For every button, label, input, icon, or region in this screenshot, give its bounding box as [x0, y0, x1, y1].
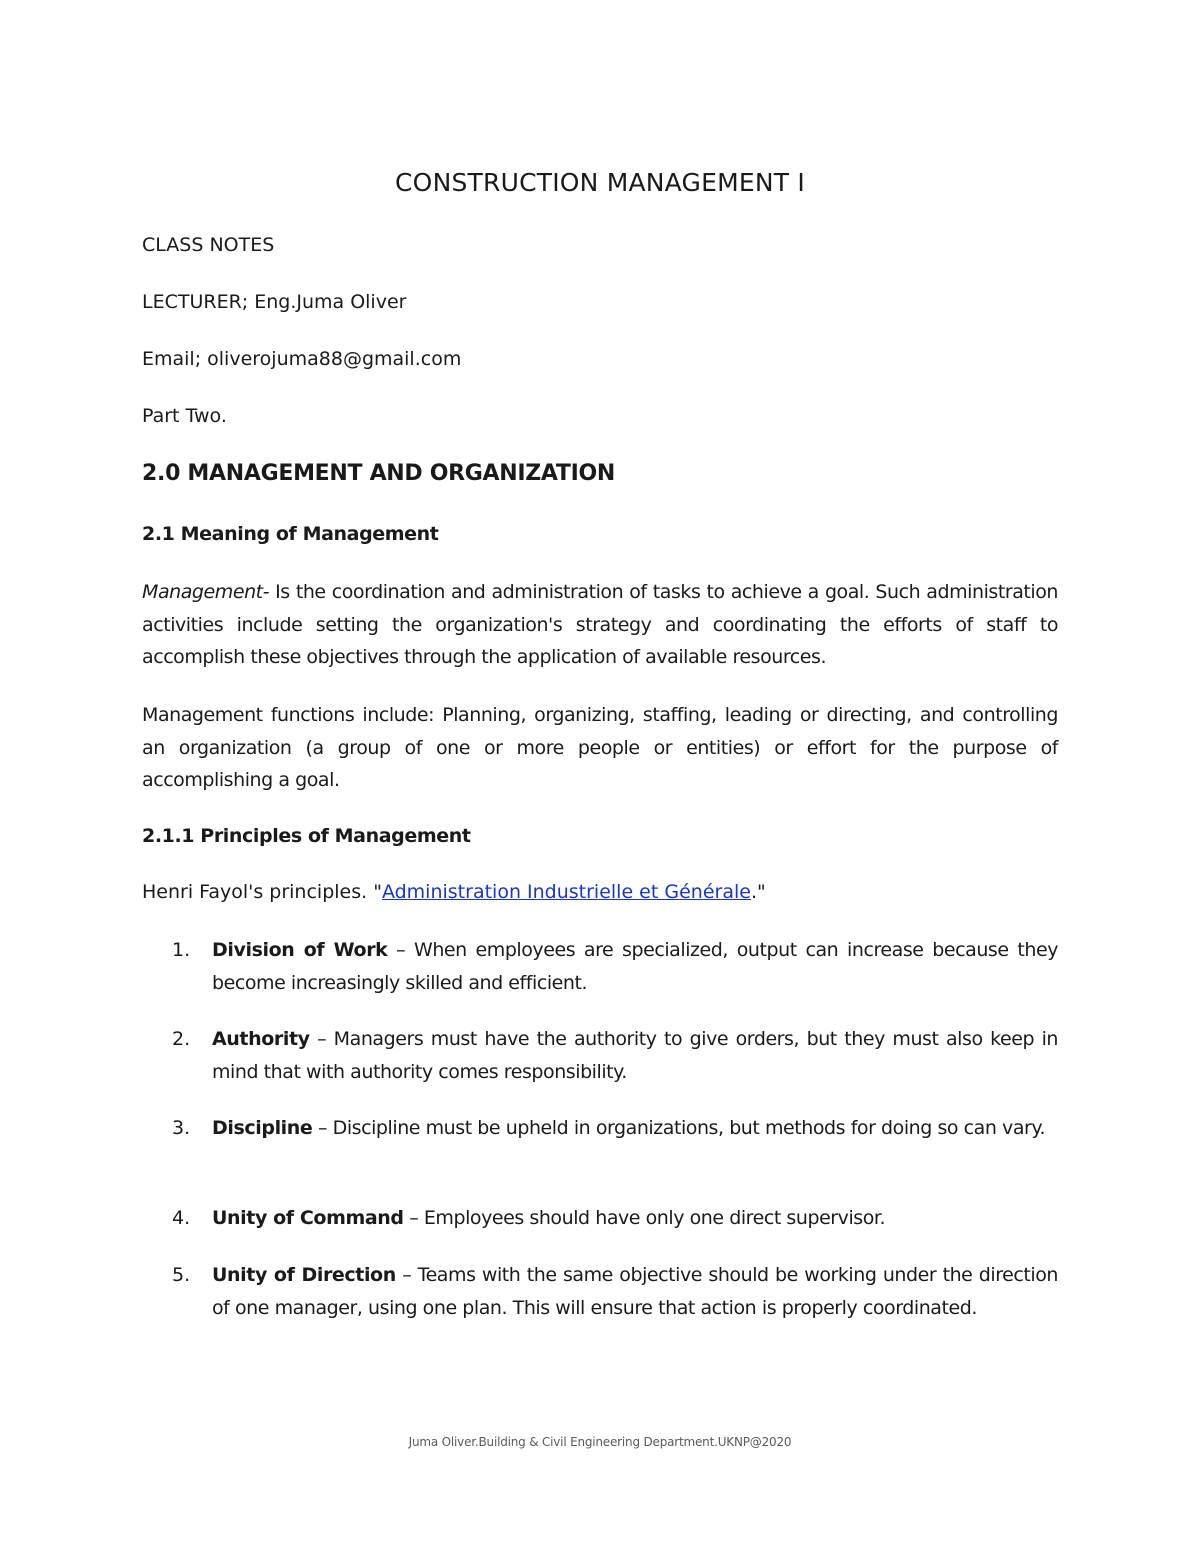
fayol-intro-line [142, 881, 766, 903]
page-footer: Juma Oliver.Building & Civil Engineering Department.UKNP@2020 [408, 1435, 792, 1449]
list-item [212, 1112, 1058, 1145]
fayol-book-link[interactable]: Administration Industrielle et Générale [381, 881, 751, 903]
section-heading-2-1: 2.1 Meaning of Management [142, 523, 439, 545]
list-item [212, 1259, 1058, 1324]
principle-text: – Discipline must be upheld in organizations, but methods for doing so can vary. [312, 1117, 1046, 1139]
list-item [212, 934, 1058, 999]
definition-text: Is the coordination and administration of tasks to achieve a goal. Such administration activities include setting the organization's strategy and coordinating the efforts of staff to accomplish these objectives through the application of available resources. [142, 581, 1058, 668]
principle-text: – Teams with the same objective should be working under the direction of one manager, using one plan. This will ensure that action is properly coordinated. [212, 1264, 1059, 1319]
principle-term: Discipline [212, 1117, 313, 1139]
fayol-intro-suffix: ." [750, 881, 766, 903]
management-functions-paragraph: Management functions include: Planning, organizing, staffing, leading or directing, and controlling an organization (a group of one or more people or entities) or effort for the purpose of accomplishing a goal. [142, 704, 1058, 791]
principle-text: – Managers must have the authority to give orders, but they must also keep in mind that with authority comes responsibility. [212, 1028, 1058, 1083]
section-heading-2-0: 2.0 MANAGEMENT AND ORGANIZATION [142, 461, 616, 486]
principle-text: – Employees should have only one direct supervisor. [403, 1207, 886, 1229]
principle-term: Unity of Direction [212, 1264, 396, 1286]
part-line: Part Two. [142, 405, 227, 427]
principle-number: 4. [172, 1207, 191, 1229]
definition-term: Management- [142, 581, 270, 603]
list-item [212, 1023, 1058, 1088]
principle-text: – When employees are specialized, output can increase because they become increasingly skilled and efficient. [212, 939, 1058, 994]
principle-term: Division of Work [212, 939, 388, 961]
principle-number: 5. [172, 1264, 191, 1286]
section-heading-2-1-1: 2.1.1 Principles of Management [142, 825, 471, 847]
principle-term: Authority [212, 1028, 310, 1050]
document-title: CONSTRUCTION MANAGEMENT I [395, 168, 805, 197]
list-item [212, 1202, 1058, 1235]
lecturer-line: LECTURER; Eng.Juma Oliver [142, 291, 407, 313]
class-notes-label: CLASS NOTES [142, 234, 275, 256]
email-line: Email; oliverojuma88@gmail.com [142, 348, 462, 370]
principle-number: 2. [172, 1028, 191, 1050]
principle-number: 3. [172, 1117, 191, 1139]
management-definition-paragraph [142, 576, 1058, 674]
fayol-intro-prefix: Henri Fayol's principles. " [142, 881, 382, 903]
principle-number: 1. [172, 939, 191, 961]
principle-term: Unity of Command [212, 1207, 404, 1229]
